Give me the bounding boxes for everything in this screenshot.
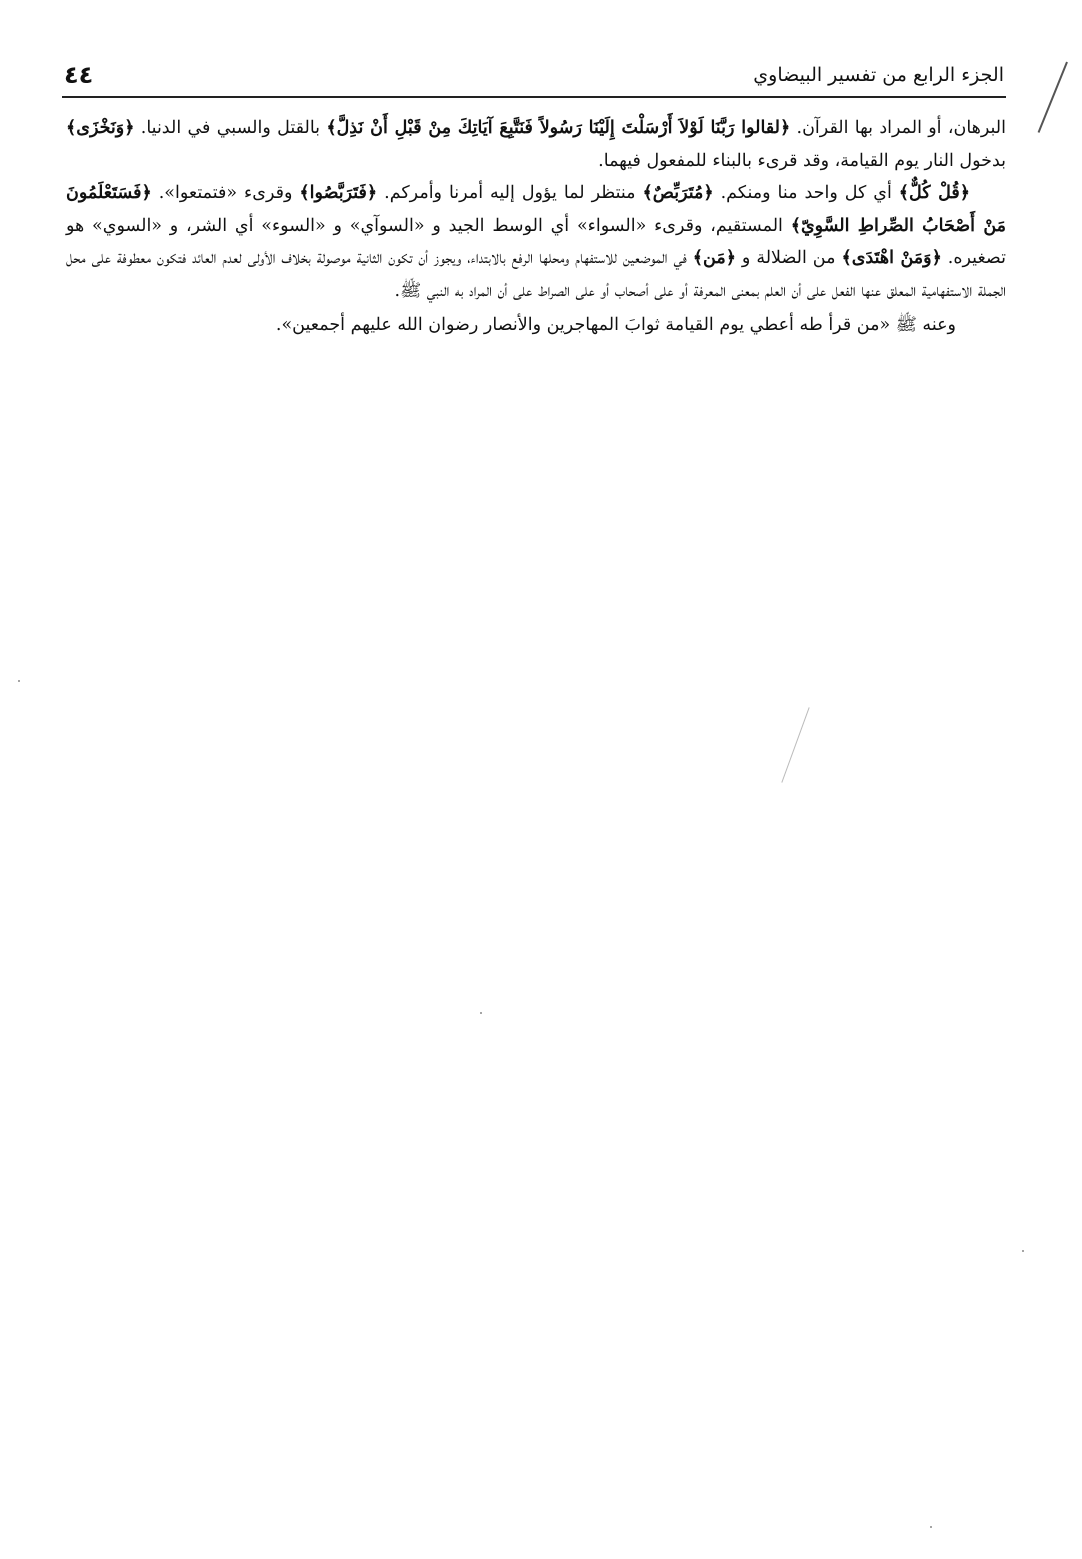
text-span: منتظر لما يؤول إليه أمرنا وأمركم. — [377, 183, 643, 203]
text-span: وقرىء «فتمتعوا». — [151, 183, 300, 203]
paragraph-3 — [66, 309, 1006, 342]
margin-pen-stroke — [1038, 62, 1068, 133]
text-span: وعنه ﷺ «من قرأ طه أعطي يوم القيامة ثوابَ المهاجرين والأنصار رضوان الله عليهم أجمعين». — [275, 315, 956, 335]
quran-verse: ﴿مُتَرَبِّصٌ﴾ — [642, 183, 714, 203]
quran-verse: ﴿مَن﴾ — [692, 248, 736, 268]
text-span: بالقتل والسبي في الدنيا. — [134, 118, 327, 138]
text-span: البرهان، أو المراد بها القرآن. — [790, 118, 1007, 138]
text-span: من الضلالة و — [735, 248, 842, 268]
quran-verse: ﴿قُلْ كُلٌّ﴾ — [898, 183, 970, 203]
page-header — [62, 58, 1006, 98]
quran-verse: ﴿فَسَتَعْلَمُونَ مَنْ أَصْحَابُ الصِّراطِ السَّوِيّ﴾ — [66, 183, 1007, 236]
paragraph-2 — [66, 177, 1006, 307]
quran-verse: ﴿وَنَخْزَى﴾ — [66, 118, 135, 138]
page-number: ٤٤ — [64, 61, 94, 89]
quran-verse: ﴿لقالوا رَبَّنَا لَوْلاَ أَرْسَلْتَ إِلَيْنَا رَسُولاً فَنَتَّبِعَ آيَاتِكَ مِنْ قَبْلِ أَنْ نَذِلَّ﴾ — [326, 118, 791, 138]
scan-artifact-stroke — [781, 707, 809, 783]
text-span: المستقيم، وقرىء «السواء» أي الوسط الجيد و «السوآي» و «السوء» أي الشر، و «السوي» هو تصغيره. — [66, 215, 1006, 268]
text-span: في الموضعين للاستفهام ومحلها الرفع بالابتداء، ويجوز أن تكون الثانية موصولة بخلاف الأولى لعدم العائد فتكون معطوفة على محل الجملة الاستفهامية المعلق عنها الفعل على أن العلم بمعنى المعرفة أو على أصحاب أو على الصراط على أن المراد به النبي ﷺ. — [66, 248, 1006, 301]
scan-speck — [930, 1526, 932, 1528]
text-span: أي كل واحد منا ومنكم. — [713, 183, 899, 203]
quran-verse: ﴿فَتَرَبَّصُوا﴾ — [299, 183, 378, 203]
running-title: الجزء الرابع من تفسير البيضاوي — [753, 64, 1004, 86]
scan-speck — [18, 680, 20, 682]
paragraph-1 — [66, 112, 1006, 177]
scan-speck — [480, 1012, 482, 1014]
commentary-body — [66, 112, 1006, 342]
text-span: بدخول النار يوم القيامة، وقد قرىء بالبناء للمفعول فيهما. — [598, 150, 1006, 171]
scan-speck — [1022, 1250, 1024, 1252]
quran-verse: ﴿وَمَنْ اهْتَدَى﴾ — [841, 248, 942, 268]
